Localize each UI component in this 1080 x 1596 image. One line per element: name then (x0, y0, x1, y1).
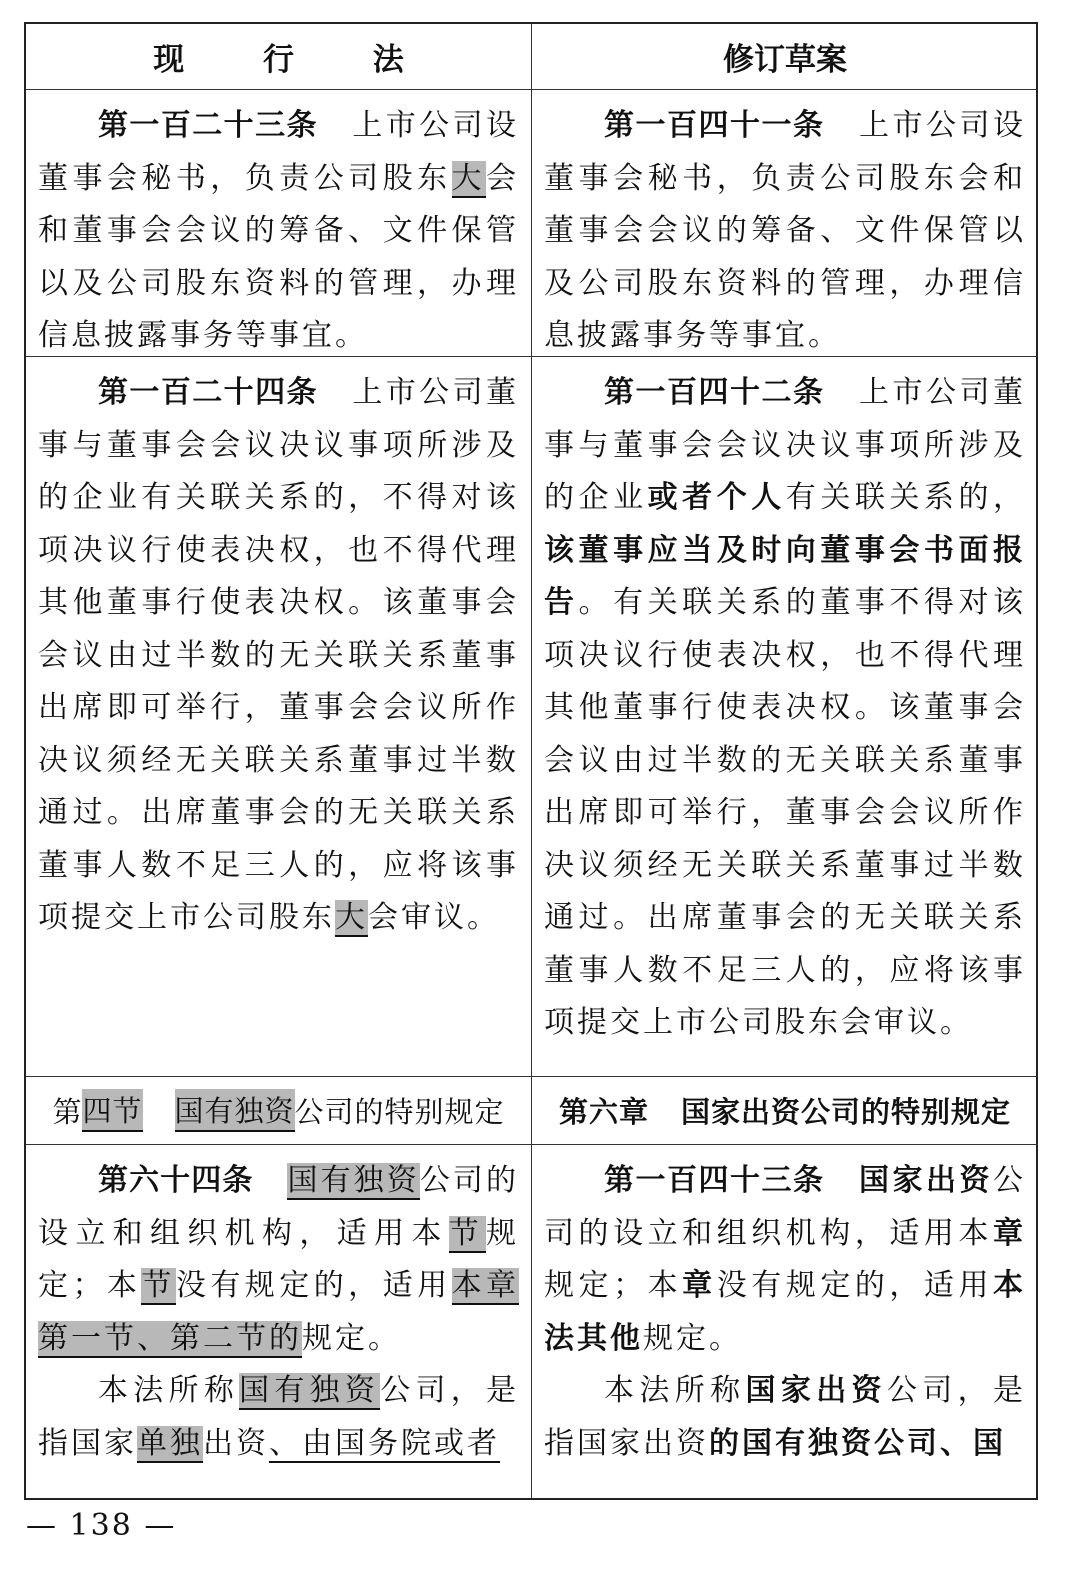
highlight-deleted: 大 (451, 160, 487, 196)
row2-right-cell (532, 357, 1038, 1077)
article-number: 第一百四十一条 (604, 108, 825, 143)
chapter-heading-right: 第六章 国家出资公司的特别规定 (532, 1077, 1038, 1145)
article-123-text: 第一百二十三条 上市公司设董事会秘书，负责公司股东大会和董事会会议的筹备、文件保管以及公司股东资料的管理，办理信息披露事务等事宜。 (38, 108, 520, 353)
article-143-text: 第一百四十三条 国家出资公司的设立和组织机构，适用本章规定；本章没有规定的，适用本法其他规定。 (544, 1163, 1027, 1356)
article-number: 第一百二十四条 (98, 375, 318, 410)
highlight-deleted: 四节 (82, 1089, 142, 1132)
article-number: 第六十四条 (98, 1163, 254, 1198)
bold-added: 或者个人 (647, 480, 786, 515)
section-heading-left: 第 四节 国有独资 公司的特别规定 (26, 1077, 532, 1145)
row4-left-cell (26, 1145, 532, 1498)
bold-added: 该董事应当及时向董事会书面报告 (544, 532, 1026, 620)
article-64-text: 第六十四条 国有独资公司的设立和组织机构，适用本节规定；本节没有规定的，适用本章第一节、第二节的规定。 (38, 1163, 520, 1356)
highlight-deleted: 国有独资 (175, 1089, 295, 1132)
article-number: 第一百四十三条 (604, 1163, 825, 1198)
page-number: — 138 — (26, 1508, 177, 1543)
header-revised-draft: 修订草案 (532, 24, 1038, 90)
article-64-para2: 本法所称国有独资公司，是指国家单独出资、由国务院或者 (38, 1373, 520, 1461)
article-142-text: 第一百四十二条 上市公司董事与董事会会议决议事项所涉及的企业或者个人有关联关系的，该董事应当及时向董事会书面报告。有关联关系的董事不得对该项决议行使表决权，也不得代理其他董事行使表决权。该董事会会议由过半数的无关联关系董事出席即可举行，董事会会议所作决议须经无关联关系董事过半数通过。出席董事会的无关联关系董事人数不足三人的，应将该事项提交上市公司股东会审议。 (544, 375, 1027, 1040)
article-143-para2: 本法所称国家出资公司，是指国家出资的国有独资公司、国 (544, 1373, 1027, 1461)
article-number: 第一百二十三条 (98, 108, 318, 143)
row1-left-cell (26, 90, 532, 357)
header-current-law: 现 行 法 (26, 24, 532, 90)
article-number: 第一百四十二条 (604, 375, 825, 410)
underline-deleted: 、由国务院或者 (269, 1425, 500, 1461)
row4-right-cell (532, 1145, 1038, 1498)
highlight-deleted: 大 (335, 900, 368, 935)
row2-left-cell (26, 357, 532, 1077)
article-124-text: 第一百二十四条 上市公司董事与董事会会议决议事项所涉及的企业有关联关系的，不得对该项决议行使表决权，也不得代理其他董事行使表决权。该董事会会议由过半数的无关联关系董事出席即可举行，董事会会议所作决议须经无关联关系董事过半数通过。出席董事会的无关联关系董事人数不足三人的，应将该事项提交上市公司股东大会审议。 (38, 375, 520, 935)
comparison-table (24, 22, 1038, 1500)
article-141-text: 第一百四十一条 上市公司设董事会秘书，负责公司股东会和董事会会议的筹备、文件保管以及公司股东资料的管理，办理信息披露事务等事宜。 (544, 108, 1026, 353)
row1-right-cell (532, 90, 1038, 357)
